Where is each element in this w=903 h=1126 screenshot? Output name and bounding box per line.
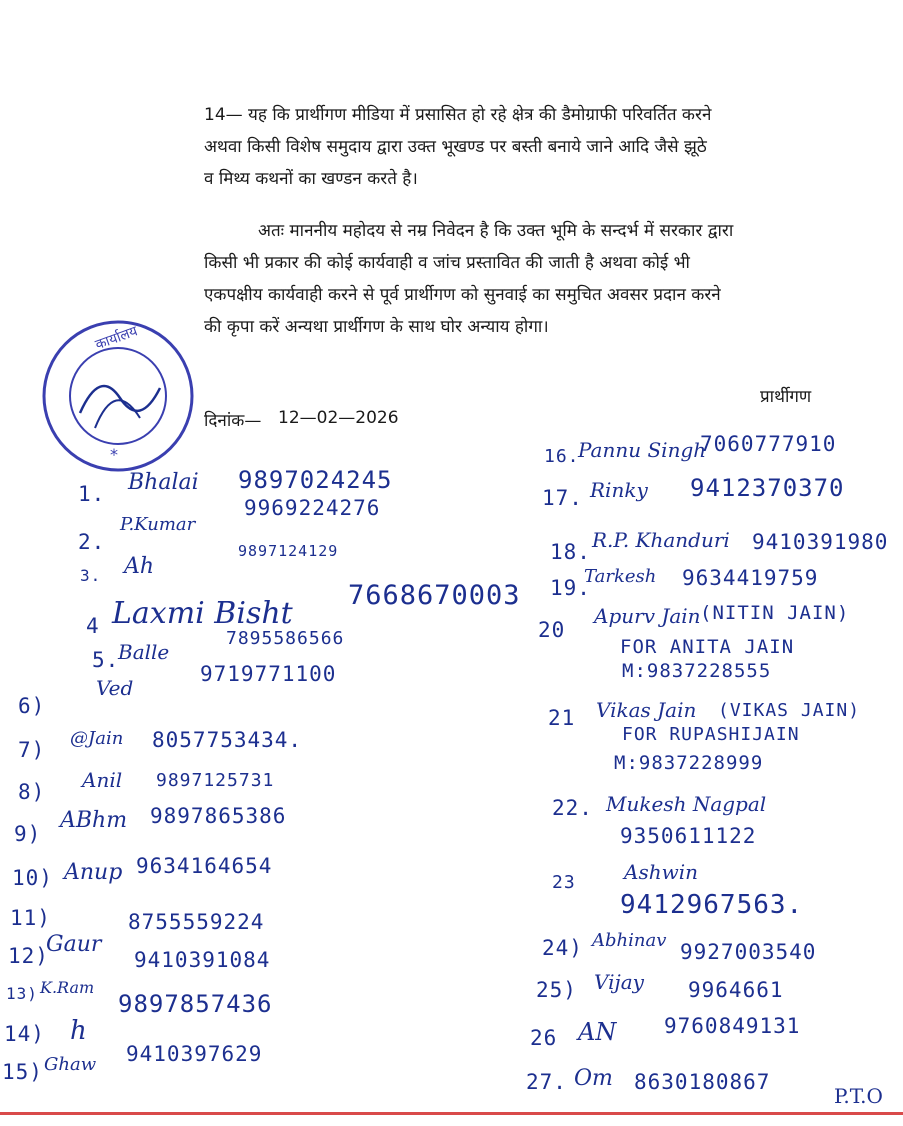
left-7-num: 7) (18, 738, 46, 762)
right-25-sig: Vijay (594, 970, 644, 994)
left-5-phone: 7895586566 (226, 628, 345, 649)
left-14-sig: h (70, 1016, 87, 1046)
right-27-sig: Om (574, 1066, 613, 1091)
left-12-num: 12) (8, 944, 49, 968)
right-19-phone: 9634419759 (682, 566, 819, 590)
para14-line1: 14— यह कि प्रार्थीगण मीडिया में प्रसासित हो रहे क्षेत्र की डैमोग्राफी परिवर्तित करने (204, 105, 712, 125)
right-21-for: FOR RUPASHIJAIN (622, 724, 800, 745)
left-14-phone: 9897857436 (118, 990, 273, 1018)
left-1-phone: 9897024245 (238, 466, 393, 494)
left-5b-phone: 9719771100 (200, 662, 337, 686)
right-25-phone: 9964661 (688, 978, 784, 1002)
left-13-num: 13) (6, 984, 38, 1003)
prayer-line2: किसी भी प्रकार की कोई कार्यवाही व जांच प्रस्तावित की जाती है अथवा कोई भी (204, 253, 690, 273)
right-23-phone: 9412967563. (620, 890, 804, 920)
left-5-sig: Balle (118, 640, 170, 664)
left-13-sig: K.Ram (40, 978, 95, 997)
left-7-phone: 8057753434. (152, 728, 303, 752)
left-11-phone: 8755559224 (128, 910, 265, 934)
office-seal (40, 318, 196, 474)
right-18-sig: R.P. Khanduri (592, 528, 730, 552)
left-9-phone: 9897865386 (150, 804, 287, 828)
left-15-phone: 9410397629 (126, 1042, 263, 1066)
right-21-sig: Vikas Jain (596, 698, 697, 722)
right-26-num: 26 (530, 1026, 558, 1050)
page-bottom-line (0, 1112, 903, 1115)
left-1-num: 1. (78, 482, 106, 506)
left-10-phone: 9634164654 (136, 854, 273, 878)
right-16-sig: Pannu Singh (578, 438, 707, 462)
right-24-phone: 9927003540 (680, 940, 817, 964)
right-22-sig: Mukesh Nagpal (606, 792, 767, 816)
para14-line3: व मिथ्य कथनों का खण्डन करते है। (204, 169, 418, 189)
right-19-num: 19. (550, 576, 591, 600)
left-10-sig: Anup (64, 860, 123, 885)
right-20-num: 20 (538, 618, 566, 642)
left-9-sig: ABhm (60, 808, 128, 833)
left-4-num: 4 (86, 614, 100, 638)
right-19-sig: Tarkesh (584, 566, 657, 587)
left-8-phone: 9897125731 (156, 770, 275, 791)
right-16-num: 16. (544, 446, 580, 467)
date-label: दिनांक— (204, 411, 262, 431)
right-27-phone: 8630180867 (634, 1070, 771, 1094)
right-20-extra: (NITIN JAIN) (700, 602, 850, 624)
left-12-phone: 9410391084 (134, 948, 271, 972)
right-24-sig: Abhinav (592, 930, 667, 951)
right-25-num: 25) (536, 978, 577, 1002)
right-22-phone: 9350611122 (620, 824, 757, 848)
right-23-num: 23 (552, 872, 576, 893)
right-18-phone: 9410391980 (752, 530, 889, 554)
left-6-num: 6) (18, 694, 46, 718)
left-1-sig: Bhalai (128, 470, 199, 495)
right-24-num: 24) (542, 936, 583, 960)
right-17-sig: Rinky (590, 478, 648, 502)
left-8-num: 8) (18, 780, 46, 804)
left-2-phone: 9969224276 (244, 496, 381, 520)
left-4-sig: Laxmi Bisht (112, 596, 293, 631)
left-2-sig: P.Kumar (120, 514, 196, 535)
right-27-num: 27. (526, 1070, 567, 1094)
right-26-sig: AN (578, 1018, 617, 1046)
left-4-phone: 7668670003 (348, 580, 521, 611)
para14-line2: अथवा किसी विशेष समुदाय द्वारा उक्त भूखण्ड पर बस्ती बनाये जाने आदि जैसे झूठे (204, 137, 707, 157)
prayer-line1: अतः माननीय महोदय से नम्र निवेदन है कि उक्त भूमि के सन्दर्भ में सरकार द्वारा (258, 221, 734, 241)
right-20-phone: M:9837228555 (622, 660, 772, 682)
left-3-phone: 9897124129 (238, 542, 339, 560)
applicants-label: प्रार्थीगण (760, 387, 812, 407)
left-2-num: 2. (78, 530, 106, 554)
right-23-sig: Ashwin (624, 860, 698, 884)
right-26-phone: 9760849131 (664, 1014, 801, 1038)
right-20-sig: Apurv Jain (594, 604, 701, 628)
left-3-num: 3. (80, 566, 102, 585)
right-21-extra: (VIKAS JAIN) (718, 700, 861, 721)
left-5b-sig: Ved (96, 676, 134, 700)
right-21-phone: M:9837228999 (614, 752, 764, 774)
left-8-sig: Anil (82, 768, 123, 792)
svg-text:*: * (110, 445, 118, 464)
left-3-sig: Ah (124, 554, 155, 579)
left-15-num: 15) (2, 1060, 43, 1084)
left-10-num: 10) (12, 866, 53, 890)
left-15-sig: Ghaw (44, 1054, 97, 1075)
right-18-num: 18. (550, 540, 591, 564)
seal-text: कार्यालय (93, 323, 140, 354)
left-5-num: 5. (92, 648, 120, 672)
right-16-phone: 7060777910 (700, 432, 837, 456)
pto-mark: P.T.O (834, 1084, 883, 1108)
right-20-for: FOR ANITA JAIN (620, 636, 795, 658)
right-17-phone: 9412370370 (690, 474, 845, 502)
left-9-num: 9) (14, 822, 42, 846)
left-11-num: 11) (10, 906, 51, 930)
date-value: 12—02—2026 (278, 408, 399, 428)
prayer-line3: एकपक्षीय कार्यवाही करने से पूर्व प्रार्थीगण को सुनवाई का समुचित अवसर प्रदान करने (204, 285, 721, 305)
right-21-num: 21 (548, 706, 576, 730)
right-17-num: 17. (542, 486, 583, 510)
right-22-num: 22. (552, 796, 593, 820)
left-7-sig: @Jain (70, 728, 124, 749)
left-12-sig: Gaur (46, 932, 102, 957)
left-14-num: 14) (4, 1022, 45, 1046)
prayer-line4: की कृपा करें अन्यथा प्रार्थीगण के साथ घोर अन्याय होगा। (204, 317, 549, 337)
